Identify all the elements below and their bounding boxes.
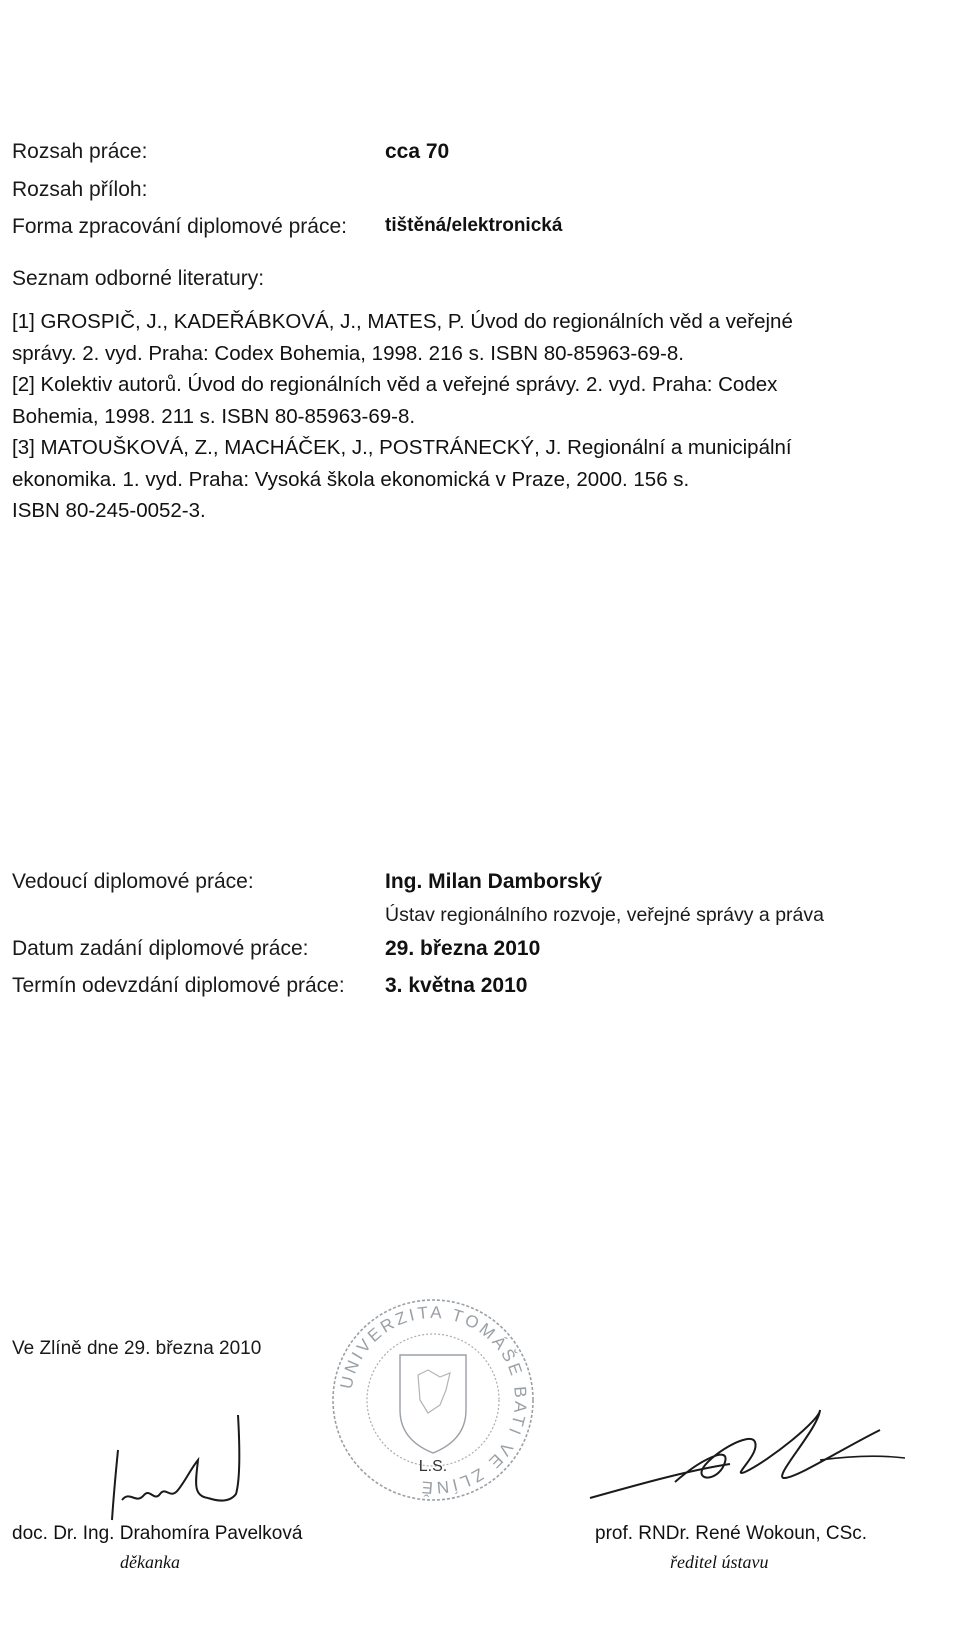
deadline-label: Termín odevzdání diplomové práce: xyxy=(12,974,345,997)
coat-of-arms-icon xyxy=(400,1355,466,1453)
literature-line: [3] MATOUŠKOVÁ, Z., MACHÁČEK, J., POSTRÁNECKÝ, J. Regionální a municipální xyxy=(12,436,792,459)
literature-line: ISBN 80-245-0052-3. xyxy=(12,499,206,522)
stamp-ls-text: L.S. xyxy=(418,1458,448,1475)
deadline-value: 3. května 2010 xyxy=(385,974,528,997)
place-date: Ve Zlíně dne 29. března 2010 xyxy=(12,1338,262,1359)
left-signatory-role: děkanka xyxy=(120,1552,180,1572)
right-signatory-name: prof. RNDr. René Wokoun, CSc. xyxy=(595,1523,868,1544)
rozsah-priloh-label: Rozsah příloh: xyxy=(12,178,148,201)
assigned-label: Datum zadání diplomové práce: xyxy=(12,937,309,960)
literature-heading: Seznam odborné literatury: xyxy=(12,267,265,290)
literature-list xyxy=(12,306,912,527)
signature-right xyxy=(580,1400,910,1510)
supervisor-label: Vedoucí diplomové práce: xyxy=(12,870,254,893)
forma-value: tištěná/elektronická xyxy=(385,215,563,236)
forma-label: Forma zpracování diplomové práce: xyxy=(12,215,347,238)
rozsah-prace-value: cca 70 xyxy=(385,140,450,163)
signature-left xyxy=(100,1410,300,1530)
literature-line: [1] GROSPIČ, J., KADEŘÁBKOVÁ, J., MATES, P. Úvod do regionálních věd a veřejné xyxy=(12,310,793,333)
rozsah-prace-label: Rozsah práce: xyxy=(12,140,148,163)
supervisor-name: Ing. Milan Damborský xyxy=(385,870,603,893)
stamp-arc-text: UNIVERZITA TOMÁŠE BATI VE ZLÍNĚ xyxy=(336,1302,531,1498)
literature-line: ekonomika. 1. vyd. Praha: Vysoká škola ekonomická v Praze, 2000. 156 s. xyxy=(12,467,690,491)
literature-line: správy. 2. vyd. Praha: Codex Bohemia, 1998. 216 s. ISBN 80-85963-69-8. xyxy=(12,341,684,365)
literature-line: [2] Kolektiv autorů. Úvod do regionálních věd a veřejné správy. 2. vyd. Praha: Codex xyxy=(12,373,778,396)
supervisor-institute: Ústav regionálního rozvoje, veřejné správy a práva xyxy=(385,904,824,926)
right-signatory-role: ředitel ústavu xyxy=(670,1552,769,1572)
literature-line: Bohemia, 1998. 211 s. ISBN 80-85963-69-8. xyxy=(12,404,416,428)
left-signatory-name: doc. Dr. Ing. Drahomíra Pavelková xyxy=(12,1523,303,1544)
official-stamp xyxy=(328,1295,538,1505)
assigned-value: 29. března 2010 xyxy=(385,937,541,960)
